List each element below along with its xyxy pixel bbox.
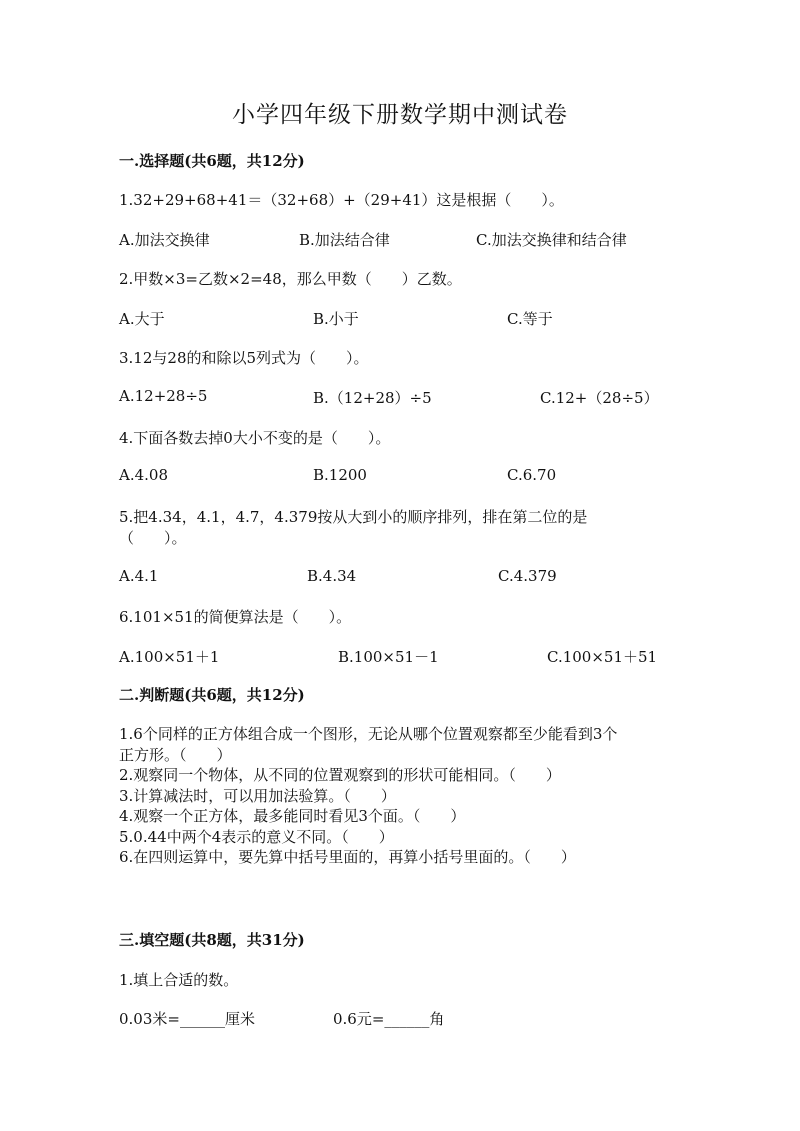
option-a: A.加法交换律 — [119, 231, 210, 249]
option-a: A.100×51＋1 — [119, 648, 220, 666]
option-b: B.加法结合律 — [299, 231, 390, 249]
option-b: B.1200 — [313, 466, 367, 484]
question-text: 2.甲数×3=乙数×2=48，那么甲数（ ）乙数。 — [119, 270, 462, 288]
judge-item: 6.在四则运算中，要先算中括号里面的，再算小括号里面的。（ ） — [119, 848, 576, 866]
option-c: C.12+（28÷5） — [540, 389, 659, 407]
question-text: 3.12与28的和除以5列式为（ ）。 — [119, 349, 369, 367]
question-text: 1.填上合适的数。 — [119, 971, 239, 989]
judge-item: 4.观察一个正方体，最多能同时看见3个面。（ ） — [119, 807, 466, 825]
judge-item: 3.计算减法时，可以用加法验算。（ ） — [119, 786, 396, 805]
option-a: A.大于 — [119, 310, 165, 328]
page-title: 小学四年级下册数学期中测试卷 — [232, 102, 568, 128]
question-text: 4.下面各数去掉0大小不变的是（ ）。 — [119, 429, 391, 447]
question-text: 1.32+29+68+41＝（32+68）+（29+41）这是根据（ ）。 — [119, 191, 564, 209]
option-b: B.4.34 — [307, 567, 357, 585]
fill-blank-item: 0.03米=______厘米 — [119, 1010, 255, 1028]
section-heading-judge: 二.判断题(共6题，共12分) — [119, 686, 305, 704]
option-a: A.4.1 — [119, 567, 159, 585]
judge-item: 5.0.44中两个4表示的意义不同。（ ） — [119, 827, 394, 846]
question-text: 5.把4.34，4.1，4.7，4.379按从大到小的顺序排列，排在第二位的是 — [119, 508, 588, 526]
option-a: A.12+28÷5 — [119, 387, 208, 405]
option-b: B.（12+28）÷5 — [313, 389, 432, 407]
option-a: A.4.08 — [119, 466, 168, 484]
option-c: C.6.70 — [507, 466, 557, 484]
option-c: C.100×51＋51 — [547, 648, 658, 666]
option-c: C.加法交换律和结合律 — [476, 231, 627, 249]
option-b: B.小于 — [313, 310, 359, 328]
option-b: B.100×51－1 — [338, 648, 439, 666]
fill-blank-item: 0.6元=______角 — [333, 1010, 445, 1028]
question-text-cont: （ ）。 — [119, 529, 187, 547]
question-text: 6.101×51的简便算法是（ ）。 — [119, 608, 352, 626]
judge-item-cont: 正方形。（ ） — [119, 745, 232, 764]
judge-item: 2.观察同一个物体，从不同的位置观察到的形状可能相同。（ ） — [119, 766, 561, 784]
section-heading-choice: 一.选择题(共6题，共12分) — [119, 152, 305, 170]
option-c: C.4.379 — [498, 567, 557, 585]
section-heading-fill: 三.填空题(共8题，共31分) — [119, 931, 305, 949]
judge-item: 1.6个同样的正方体组合成一个图形，无论从哪个位置观察都至少能看到3个 — [119, 725, 618, 743]
option-c: C.等于 — [507, 310, 553, 328]
